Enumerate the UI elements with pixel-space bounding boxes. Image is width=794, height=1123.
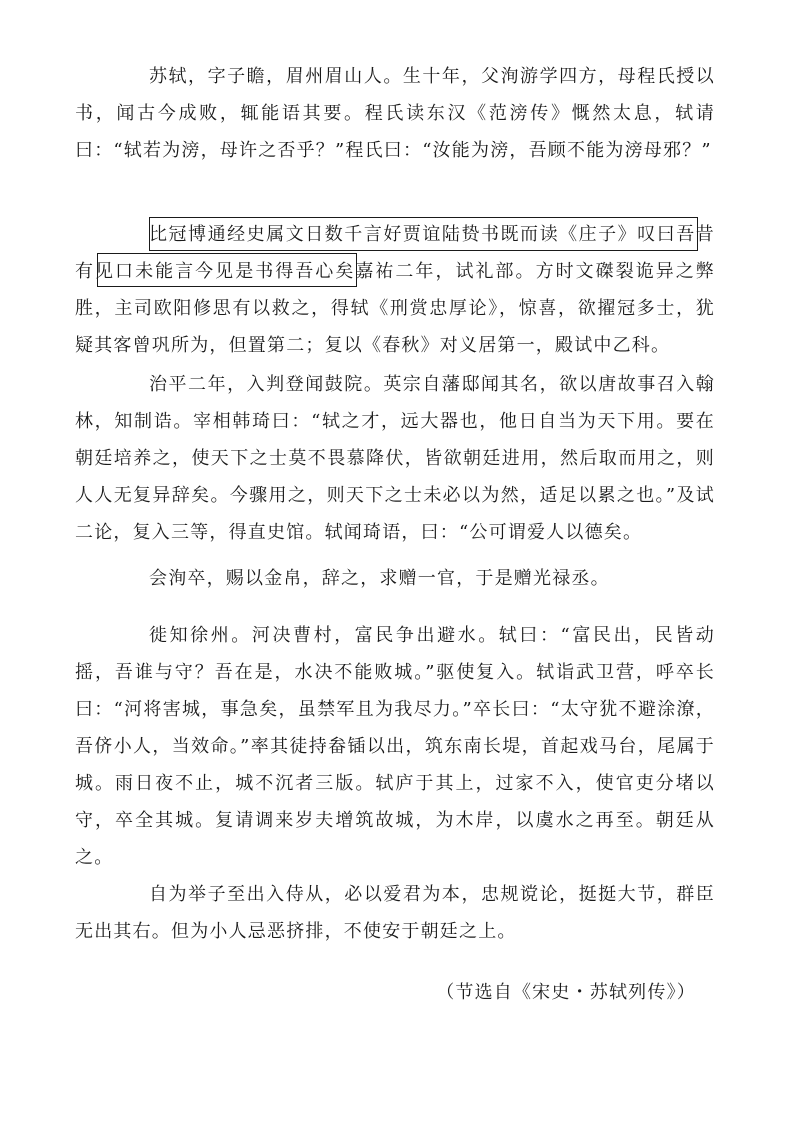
paragraph-2: 比冠博通经史属文日数千言好贾谊陆贽书既而读《庄子》叹曰吾昔有见口未能言今见是书得吾心矣嘉祐二年，试礼部。方时文磔裂诡异之弊胜，主司欧阳修思有以救之，得轼《刑赏忠厚论》，惊喜，欲擢冠多士，犹疑其客曾巩所为，但置第二；复以《春秋》对义居第一，殿试中乙科。 xyxy=(75,224,715,356)
paragraph-1: 苏轼，字子瞻，眉州眉山人。生十年，父洵游学四方，母程氏授以书，闻古今成败，辄能语其要。程氏读东汉《范滂传》慨然太息，轼请曰：“轼若为滂，母许之否乎？”程氏曰：“汝能为滂，吾顾不能为滂母邪？” xyxy=(75,66,715,161)
paragraph-3: 治平二年，入判登闻鼓院。英宗自藩邸闻其名，欲以唐故事召入翰林，知制诰。宰相韩琦曰：“轼之才，远大器也，他日自当为天下用。要在朝廷培养之，使天下之士莫不畏慕降伏，皆欲朝廷进用，然后取而用之，则人人无复异辞矣。今骤用之，则天下之士未必以为然，适足以累之也。”及试二论，复入三等，得直史馆。轼闻琦语，曰：“公可谓爱人以德矣。 xyxy=(75,374,715,543)
paragraph-4: 会洵卒，赐以金帛，辞之，求赠一官，于是赠光禄丞。 xyxy=(149,568,610,589)
paragraph-5: 徙知徐州。河决曹村，富民争出避水。轼曰：“富民出，民皆动摇，吾谁与守？吾在是，水决不能败城。”驱使复入。轼诣武卫营，呼卒长曰：“河将害城，事急矣，虽禁军且为我尽力。”卒长曰：“太守犹不避涂潦，吾侪小人，当效命。”率其徒持畚锸以出，筑东南长堤，首起戏马台，尾属于城。雨日夜不止，城不沉者三版。轼庐于其上，过家不入，使官吏分堵以守，卒全其城。复请调来岁夫增筑故城，为木岸，以虞水之再至。朝廷从之。 xyxy=(75,625,715,868)
paragraph-6: 自为举子至出入侍从，必以爱君为本，忠规谠论，挺挺大节，群臣无出其右。但为小人忌恶挤排，不使安于朝廷之上。 xyxy=(75,884,715,942)
source-citation: （节选自《宋史・苏轼列传》） xyxy=(436,982,696,1003)
